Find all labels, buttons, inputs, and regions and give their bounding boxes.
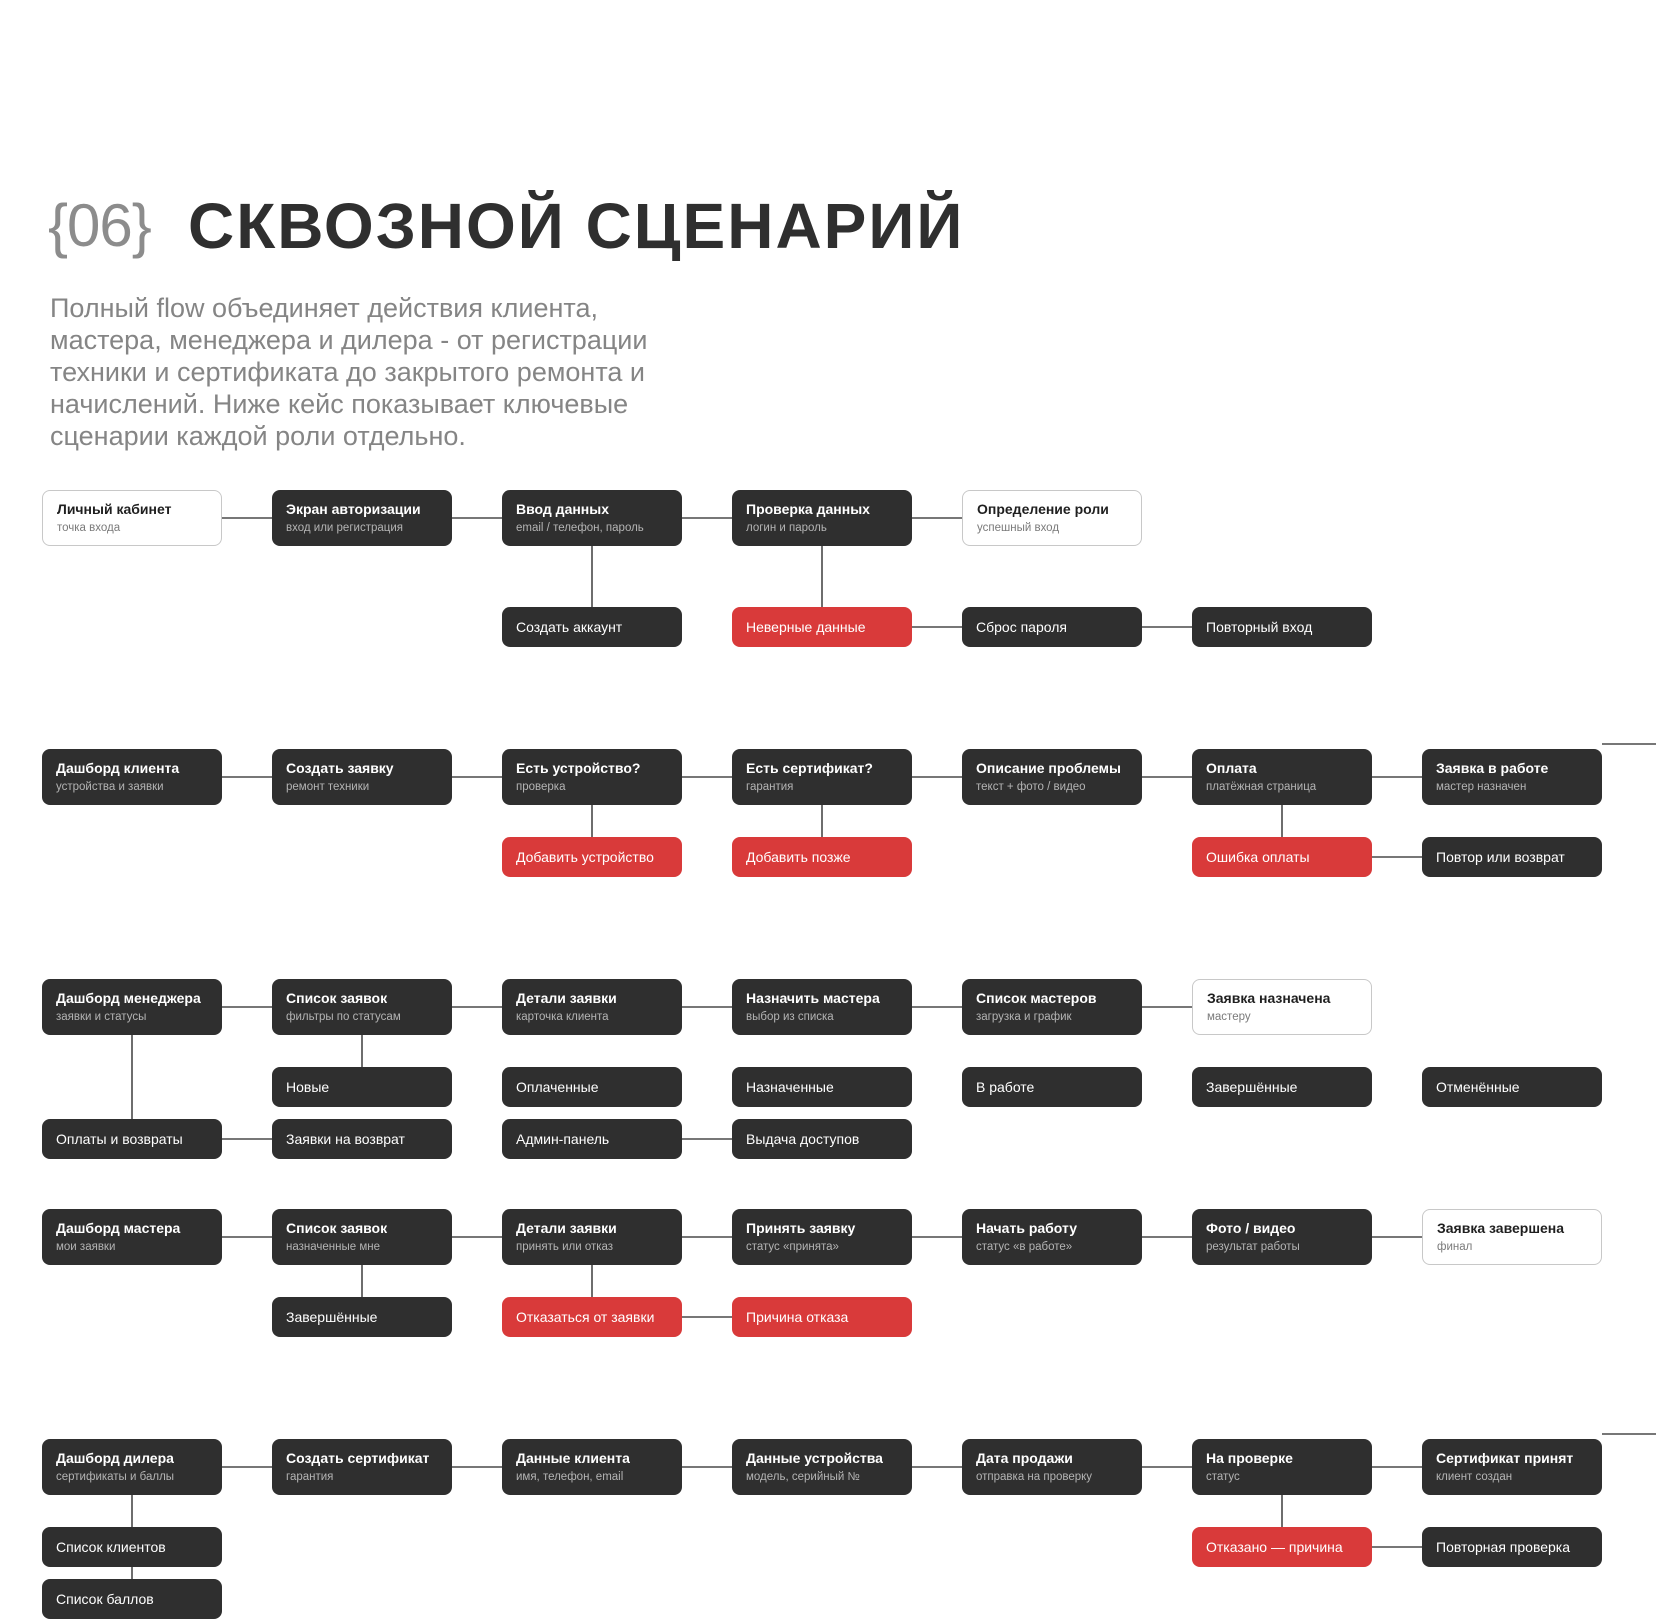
flow-node-dealer-d6	[1192, 1439, 1372, 1495]
node-subtitle: выбор из списка	[746, 1011, 834, 1023]
node-title: Оплаты и возвраты	[56, 1131, 183, 1147]
node-subtitle: загрузка и график	[976, 1011, 1072, 1023]
node-subtitle: платёжная страница	[1206, 781, 1317, 793]
node-subtitle: email / телефон, пароль	[516, 522, 644, 534]
flow-node-client-c5	[962, 749, 1142, 805]
node-title: Добавить устройство	[516, 849, 654, 865]
node-title: Завершённые	[1206, 1079, 1298, 1095]
node-title: Фото / видео	[1206, 1220, 1296, 1236]
node-title: Назначить мастера	[746, 990, 880, 1006]
flow-node-dealer-d7	[1422, 1439, 1602, 1495]
flow-node-client-c11	[1422, 837, 1602, 877]
node-title: Назначенные	[746, 1079, 834, 1095]
node-title: Принять заявку	[746, 1220, 856, 1236]
node-subtitle: клиент создан	[1436, 1471, 1513, 1483]
node-title: Заявки на возврат	[286, 1131, 405, 1147]
node-title: Добавить позже	[746, 849, 851, 865]
node-subtitle: финал	[1437, 1241, 1473, 1253]
node-title: Начать работу	[976, 1220, 1077, 1236]
flow-node-manager-m3	[502, 979, 682, 1035]
node-title: Отказаться от заявки	[516, 1309, 655, 1325]
node-subtitle: сертификаты и баллы	[56, 1471, 175, 1483]
flow-node-auth-a3	[502, 490, 682, 546]
node-subtitle: мастер назначен	[1436, 781, 1527, 793]
node-title: Экран авторизации	[286, 501, 421, 517]
flow-node-master-w2	[272, 1209, 452, 1265]
flow-node-dealer-d11	[1422, 1527, 1602, 1567]
node-subtitle: гарантия	[286, 1471, 334, 1483]
flow-node-manager-m4	[732, 979, 912, 1035]
flow-node-client-c4	[732, 749, 912, 805]
page-title: СКВОЗНОЙ СЦЕНАРИЙ	[188, 190, 965, 262]
node-title: Новые	[286, 1079, 330, 1095]
node-subtitle: результат работы	[1206, 1241, 1300, 1253]
flow-node-dealer-d1	[42, 1439, 222, 1495]
flow-node-client-c3	[502, 749, 682, 805]
flow-node-manager-m2	[272, 979, 452, 1035]
node-subtitle: проверка	[516, 781, 566, 793]
flow-node-client-c1	[42, 749, 222, 805]
node-subtitle: гарантия	[746, 781, 794, 793]
flow-node-auth-a1	[42, 490, 222, 546]
node-title: Повторная проверка	[1436, 1539, 1571, 1555]
node-subtitle: успешный вход	[977, 522, 1060, 534]
node-title: Дашборд мастера	[56, 1220, 181, 1236]
node-subtitle: мастеру	[1207, 1011, 1251, 1023]
flow-node-master-w7	[1422, 1209, 1602, 1265]
node-title: Отказано — причина	[1206, 1539, 1343, 1555]
node-title: Есть устройство?	[516, 760, 641, 776]
node-subtitle: имя, телефон, email	[516, 1471, 624, 1483]
flow-node-master-w5	[962, 1209, 1142, 1265]
flow-node-manager-m6	[1192, 979, 1372, 1035]
node-title: В работе	[976, 1079, 1035, 1095]
node-subtitle: заявки и статусы	[56, 1011, 147, 1023]
node-title: Детали заявки	[516, 990, 617, 1006]
flow-node-master-w8	[272, 1297, 452, 1337]
flow-node-manager-m7	[272, 1067, 452, 1107]
node-title: Создать аккаунт	[516, 619, 623, 635]
node-subtitle: ремонт техники	[286, 781, 370, 793]
node-title: Выдача доступов	[746, 1131, 860, 1147]
node-subtitle: отправка на проверку	[976, 1471, 1093, 1483]
flow-node-manager-m11	[1192, 1067, 1372, 1107]
node-title: Повтор или возврат	[1436, 849, 1565, 865]
node-title: Ввод данных	[516, 501, 610, 517]
node-title: Заявка завершена	[1437, 1220, 1565, 1236]
node-title: Оплаченные	[516, 1079, 599, 1095]
flow-node-client-c7	[1422, 749, 1602, 805]
node-title: Создать сертификат	[286, 1450, 430, 1466]
flow-node-master-w6	[1192, 1209, 1372, 1265]
node-title: Проверка данных	[746, 501, 870, 517]
section-number: {06}	[48, 192, 151, 259]
flow-node-manager-m10	[962, 1067, 1142, 1107]
node-subtitle: назначенные мне	[286, 1241, 380, 1253]
node-subtitle: статус	[1206, 1471, 1240, 1483]
node-title: Личный кабинет	[57, 501, 172, 517]
node-title: Список заявок	[286, 990, 388, 1006]
flow-node-dealer-d2	[272, 1439, 452, 1495]
flow-node-auth-a5	[962, 490, 1142, 546]
flow-node-master-w3	[502, 1209, 682, 1265]
node-title: Дата продажи	[976, 1450, 1073, 1466]
flow-node-manager-m8	[502, 1067, 682, 1107]
node-title: Повторный вход	[1206, 619, 1313, 635]
flow-node-manager-m9	[732, 1067, 912, 1107]
node-title: На проверке	[1206, 1450, 1293, 1466]
flow-node-master-w4	[732, 1209, 912, 1265]
node-title: Заявка в работе	[1436, 760, 1549, 776]
flow-node-dealer-d9	[42, 1579, 222, 1619]
node-subtitle: вход или регистрация	[286, 522, 403, 534]
node-title: Список заявок	[286, 1220, 388, 1236]
flow-node-master-w1	[42, 1209, 222, 1265]
node-title: Определение роли	[977, 501, 1109, 517]
flow-node-master-w9	[502, 1297, 682, 1337]
flow-node-auth-a4	[732, 490, 912, 546]
node-subtitle: принять или отказ	[516, 1241, 614, 1253]
node-title: Данные устройства	[746, 1450, 883, 1466]
flow-node-manager-m14	[272, 1119, 452, 1159]
node-title: Список мастеров	[976, 990, 1097, 1006]
flow-node-dealer-d4	[732, 1439, 912, 1495]
flow-node-auth-a8	[962, 607, 1142, 647]
node-title: Заявка назначена	[1207, 990, 1331, 1006]
flow-node-auth-a6	[502, 607, 682, 647]
node-title: Причина отказа	[746, 1309, 849, 1325]
flow-node-client-c2	[272, 749, 452, 805]
node-title: Список баллов	[56, 1591, 154, 1607]
flow-node-manager-m13	[42, 1119, 222, 1159]
flow-node-dealer-d3	[502, 1439, 682, 1495]
node-title: Сертификат принят	[1436, 1450, 1574, 1466]
node-title: Есть сертификат?	[746, 760, 873, 776]
flow-node-auth-a9	[1192, 607, 1372, 647]
node-title: Список клиентов	[56, 1539, 166, 1555]
node-subtitle: фильтры по статусам	[286, 1011, 401, 1023]
node-title: Дашборд дилера	[56, 1450, 174, 1466]
flow-node-manager-m5	[962, 979, 1142, 1035]
node-title: Дашборд клиента	[56, 760, 180, 776]
node-title: Отменённые	[1436, 1079, 1520, 1095]
node-subtitle: устройства и заявки	[56, 781, 164, 793]
node-title: Детали заявки	[516, 1220, 617, 1236]
node-title: Данные клиента	[516, 1450, 630, 1466]
flow-node-manager-m15	[502, 1119, 682, 1159]
node-subtitle: статус «принята»	[746, 1241, 839, 1253]
flow-node-client-c6	[1192, 749, 1372, 805]
flow-node-dealer-d5	[962, 1439, 1142, 1495]
node-title: Ошибка оплаты	[1206, 849, 1310, 865]
flow-node-manager-m16	[732, 1119, 912, 1159]
node-subtitle: статус «в работе»	[976, 1241, 1073, 1253]
node-title: Создать заявку	[286, 760, 394, 776]
node-title: Оплата	[1206, 760, 1257, 776]
node-subtitle: точка входа	[57, 522, 121, 534]
flow-node-auth-a7	[732, 607, 912, 647]
node-subtitle: текст + фото / видео	[976, 781, 1086, 793]
node-title: Админ-панель	[516, 1131, 610, 1147]
flow-node-manager-m12	[1422, 1067, 1602, 1107]
flow-node-manager-m1	[42, 979, 222, 1035]
flow-node-client-c9	[732, 837, 912, 877]
node-title: Неверные данные	[746, 619, 866, 635]
node-subtitle: карточка клиента	[516, 1011, 609, 1023]
flow-node-client-c8	[502, 837, 682, 877]
node-subtitle: модель, серийный №	[746, 1471, 860, 1483]
intro-text: Полный flow объединяет действия клиента, мастера, менеджера и дилера - от регистрации техники и сертификата до закрытого ремонта и начислений. Ниже кейс показывает ключевые сценарии каждой роли отдельно.	[50, 293, 648, 451]
node-title: Описание проблемы	[976, 760, 1121, 776]
flow-node-client-c10	[1192, 837, 1372, 877]
flow-node-dealer-d8	[42, 1527, 222, 1567]
node-subtitle: логин и пароль	[746, 522, 827, 534]
flow-node-auth-a2	[272, 490, 452, 546]
node-subtitle: мои заявки	[56, 1241, 116, 1253]
flow-node-dealer-d10	[1192, 1527, 1372, 1567]
node-title: Завершённые	[286, 1309, 378, 1325]
flow-node-master-w10	[732, 1297, 912, 1337]
node-title: Дашборд менеджера	[56, 990, 201, 1006]
node-title: Сброс пароля	[976, 619, 1067, 635]
